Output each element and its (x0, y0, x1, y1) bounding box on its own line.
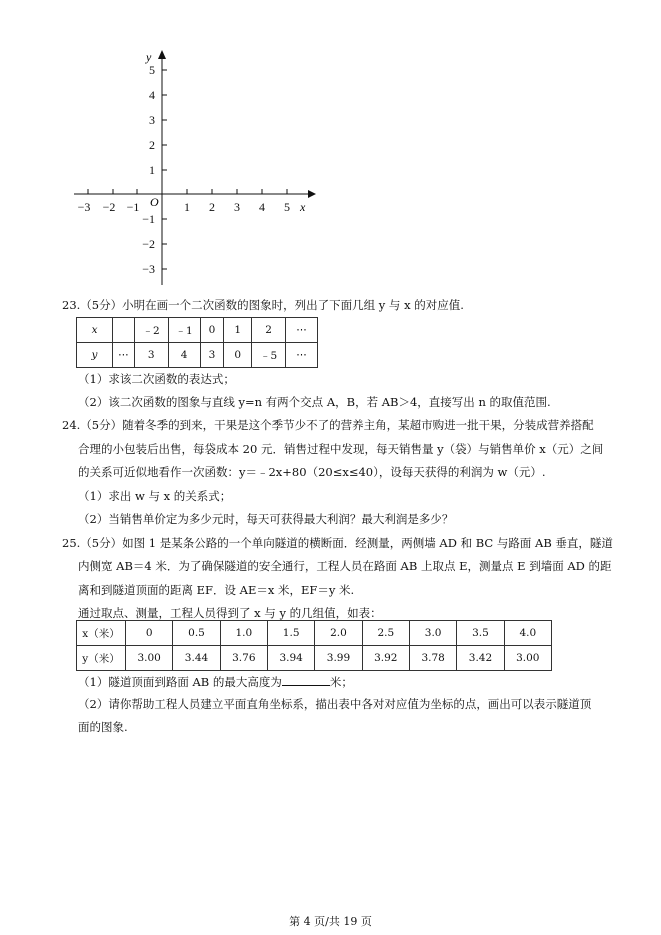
table-cell: 3 (134, 343, 168, 368)
q24-line1 (62, 417, 594, 433)
x-tick-label: 3 (234, 200, 240, 214)
q23-part1: （1）求该二次函数的表达式； (78, 372, 235, 386)
q24-line3: 的关系可近似地看作一次函数：y＝﹣2x+80（20≤x≤40），设每天获得的利润为 w（元）. (78, 465, 546, 479)
table-cell: 3.42 (457, 646, 504, 671)
q25-number: 25. (62, 536, 81, 550)
table-cell: 1.5 (267, 621, 314, 646)
table-cell: y（米） (77, 646, 126, 671)
table-cell: 0 (126, 621, 173, 646)
table-cell: 3.94 (267, 646, 314, 671)
q25-line1 (62, 535, 613, 551)
table-cell (113, 318, 135, 343)
y-tick-label: 3 (149, 113, 155, 127)
q25-line3: 离和到隧道顶面的距离 EF．设 AE＝x 米，EF＝y 米. (78, 583, 355, 597)
x-tick-label: 1 (184, 200, 190, 214)
table-cell: ﹣2 (134, 318, 168, 343)
table-cell: 2 (252, 318, 286, 343)
table-cell: 3.00 (126, 646, 173, 671)
y-axis-arrow (158, 50, 166, 59)
q24-line2: 合理的小包装后出售，每袋成本 20 元．销售过程中发现，每天销售量 y（袋）与销售单价 x（元）之间 (78, 442, 604, 456)
q25-part1-after: 米； (329, 675, 353, 689)
q25-line2: 内侧宽 AB＝4 米．为了确保隧道的安全通行，工程人员在路面 AB 上取点 E，测量点 E 到墙面 AD 的距 (78, 559, 612, 573)
table-cell: y (77, 343, 113, 368)
x-tick-label: 2 (209, 200, 215, 214)
q25-part1-before: （1）隧道顶面到路面 AB 的最大高度为 (78, 675, 282, 689)
x-axis-label: x (300, 200, 306, 214)
q25-part2-line2: 面的图象. (78, 720, 128, 734)
y-tick-label: 5 (149, 63, 155, 77)
table-row (77, 621, 552, 646)
table-cell: 3.44 (173, 646, 220, 671)
table-cell: 4.0 (504, 621, 551, 646)
table-cell: 3.99 (315, 646, 362, 671)
table-cell: 3.78 (409, 646, 456, 671)
table-cell: 4 (168, 343, 200, 368)
x-tick-label: 5 (284, 200, 290, 214)
x-tick-label: −2 (102, 200, 116, 214)
table-row (77, 646, 552, 671)
q25-part2-line1: （2）请你帮助工程人员建立平面直角坐标系，描出表中各对对应值为坐标的点，画出可以表示隧道顶 (78, 697, 592, 711)
table-cell: x (77, 318, 113, 343)
x-tick-label: 4 (259, 200, 265, 214)
y-tick-label: −1 (142, 212, 155, 226)
answer-blank[interactable] (282, 673, 330, 686)
x-tick-label: −3 (77, 200, 91, 214)
table-cell: 3.76 (220, 646, 267, 671)
q23-part2: （2）该二次函数的图象与直线 y=n 有两个交点 A，B，若 AB＞4，直接写出 n 的取值范围. (78, 395, 551, 409)
y-tick-label: 4 (149, 88, 155, 102)
table-cell: 3.00 (504, 646, 551, 671)
coordinate-axes-figure (60, 45, 320, 295)
table-cell: 0 (224, 343, 252, 368)
table-cell: 3 (200, 343, 224, 368)
table-cell: 2.0 (315, 621, 362, 646)
q25-line4: 通过取点、测量，工程人员得到了 x 与 y 的几组值，如表： (78, 606, 382, 620)
table-cell: ﹣5 (252, 343, 286, 368)
q24-score: （5分） (80, 418, 123, 432)
table-cell: 3.5 (457, 621, 504, 646)
table-cell: ﹣1 (168, 318, 200, 343)
table-cell: ⋯ (286, 318, 318, 343)
q23-number: 23. (62, 298, 81, 312)
table-row (77, 318, 318, 343)
y-tick-label: 1 (149, 163, 155, 177)
origin-label: O (150, 195, 159, 209)
table-cell: 3.0 (409, 621, 456, 646)
table-cell: 1.0 (220, 621, 267, 646)
q25-table (76, 620, 552, 671)
page-footer: 第 4 页/共 19 页 (289, 915, 372, 928)
q24-line1-text: 随着冬季的到来，干果是这个季节少不了的营养主角，某超市购进一批干果，分装成营养搭配 (122, 418, 594, 432)
x-axis-arrow (308, 190, 316, 198)
table-cell: 1 (224, 318, 252, 343)
q25-part1 (78, 673, 353, 690)
q23-stem-text: 小明在画一个二次函数的图象时，列出了下面几组 y 与 x 的对应值. (122, 298, 464, 312)
q23-stem (62, 297, 464, 313)
table-cell: 0 (200, 318, 224, 343)
q24-number: 24. (62, 418, 81, 432)
x-tick-label: −1 (126, 200, 140, 214)
y-tick-label: −3 (142, 262, 155, 276)
q23-table (76, 317, 318, 368)
table-cell: x（米） (77, 621, 126, 646)
table-cell: 3.92 (362, 646, 409, 671)
table-cell: ⋯ (113, 343, 135, 368)
table-cell: ⋯ (286, 343, 318, 368)
table-row (77, 343, 318, 368)
q25-line1-text: 如图 1 是某条公路的一个单向隧道的横断面．经测量，两侧墙 AD 和 BC 与路面 AB 垂直，隧道 (122, 536, 613, 550)
table-cell: 0.5 (173, 621, 220, 646)
q24-part1: （1）求出 w 与 x 的关系式； (78, 489, 232, 503)
q23-score: （5分） (80, 298, 123, 312)
q24-part2: （2）当销售单价定为多少元时，每天可获得最大利润？最大利润是多少？ (78, 512, 454, 526)
y-axis-label: y (146, 50, 152, 64)
table-cell: 2.5 (362, 621, 409, 646)
q25-score: （5分） (80, 536, 123, 550)
y-tick-label: −2 (142, 237, 155, 251)
y-tick-label: 2 (149, 138, 155, 152)
